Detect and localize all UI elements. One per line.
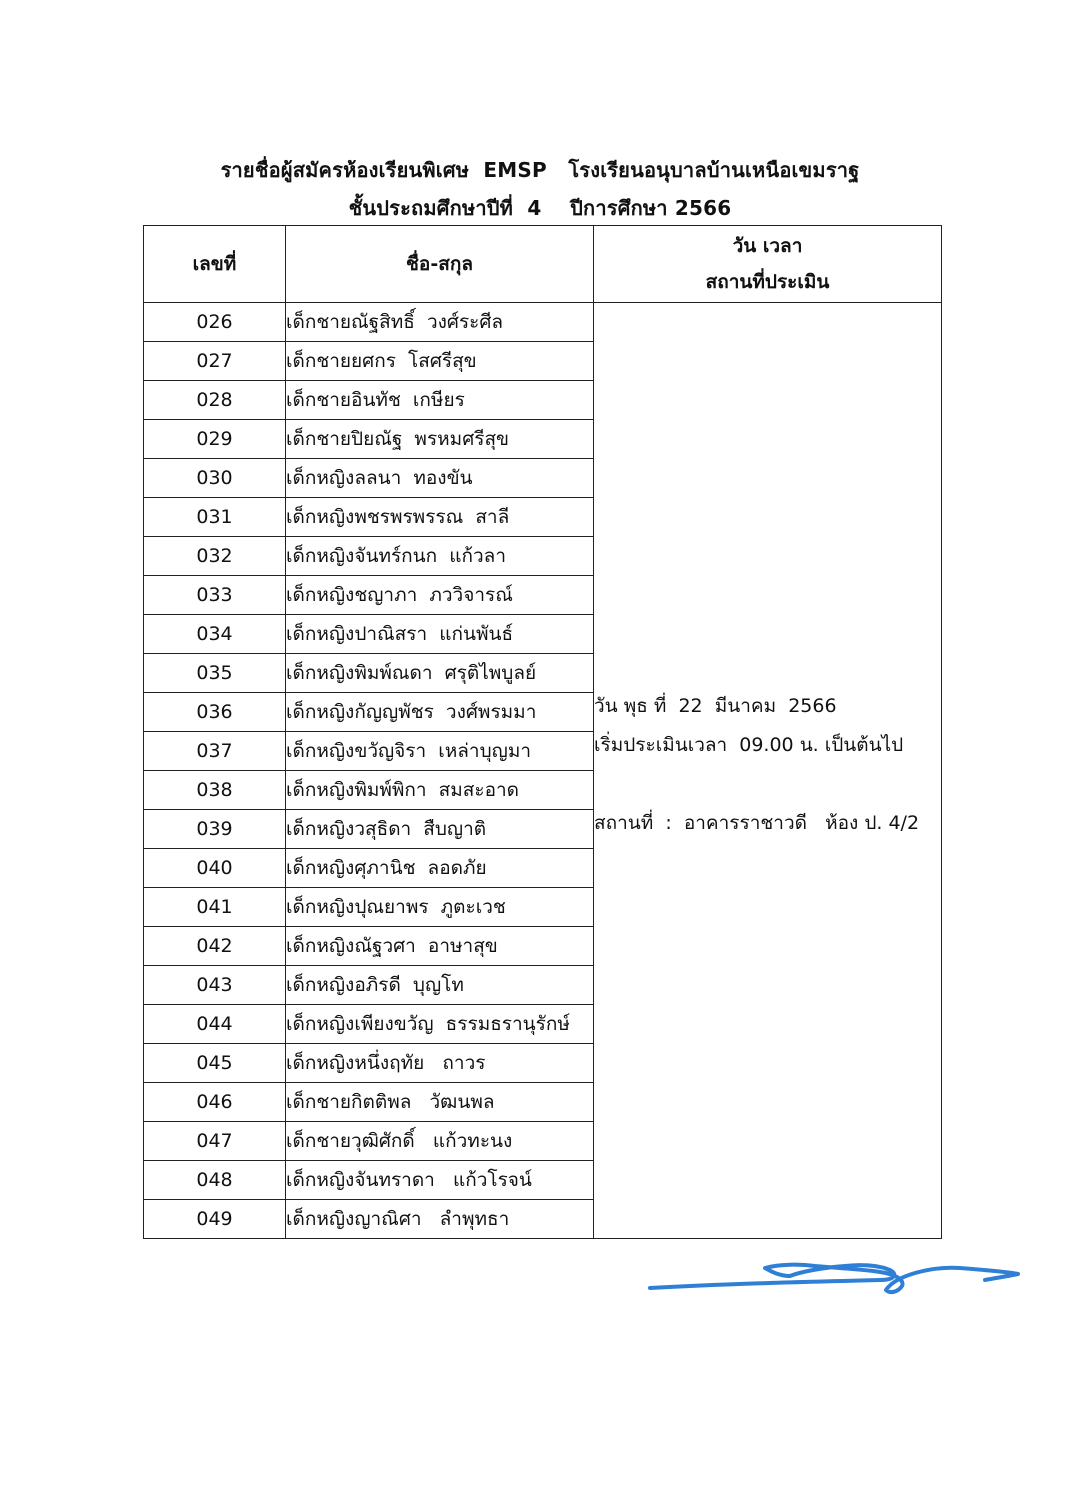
table-header-row bbox=[144, 226, 942, 303]
row-number: 048 bbox=[144, 1161, 286, 1200]
header-schedule-line2: สถานที่ประเมิน bbox=[705, 271, 830, 293]
table-body bbox=[144, 303, 942, 1239]
row-number: 032 bbox=[144, 537, 286, 576]
row-fullname: เด็กหญิงอภิรดี บุญโท bbox=[286, 966, 594, 1005]
row-number: 039 bbox=[144, 810, 286, 849]
document-title: รายชื่อผู้สมัครห้องเรียนพิเศษ EMSP โรงเรียนอนุบาลบ้านเหนือเขมราฐ bbox=[220, 158, 860, 182]
row-fullname: เด็กหญิงวสุธิดา สืบญาติ bbox=[286, 810, 594, 849]
row-number: 041 bbox=[144, 888, 286, 927]
row-fullname: เด็กชายอินทัช เกษียร bbox=[286, 381, 594, 420]
row-number: 030 bbox=[144, 459, 286, 498]
signature-stroke bbox=[650, 1265, 1018, 1292]
row-number: 038 bbox=[144, 771, 286, 810]
row-number: 035 bbox=[144, 654, 286, 693]
header-name: ชื่อ-สกุล bbox=[286, 226, 594, 303]
row-number: 049 bbox=[144, 1200, 286, 1239]
schedule-time: เริ่มประเมินเวลา 09.00 น. เป็นต้นไป bbox=[594, 733, 904, 756]
header-number: เลขที่ bbox=[144, 226, 286, 303]
row-fullname: เด็กชายวุฒิศักดิ์ แก้วทะนง bbox=[286, 1122, 594, 1161]
row-fullname: เด็กหญิงปุณยาพร ภูตะเวช bbox=[286, 888, 594, 927]
signature bbox=[640, 1250, 1030, 1300]
row-number: 028 bbox=[144, 381, 286, 420]
row-number: 046 bbox=[144, 1083, 286, 1122]
schedule-spacer bbox=[594, 771, 941, 810]
schedule-place: สถานที่ : อาคารราชาวดี ห้อง ป. 4/2 bbox=[594, 811, 920, 834]
row-fullname: เด็กหญิงพชรพรพรรณ สาลี bbox=[286, 498, 594, 537]
row-fullname: เด็กหญิงขวัญจิรา เหล่าบุญมา bbox=[286, 732, 594, 771]
document-subtitle: ชั้นประถมศึกษาปีที่ 4 ปีการศึกษา 2566 bbox=[348, 196, 732, 220]
row-fullname: เด็กชายกิตติพล วัฒนพล bbox=[286, 1083, 594, 1122]
row-fullname: เด็กหญิงญาณิศา ลำพุทธา bbox=[286, 1200, 594, 1239]
row-number: 033 bbox=[144, 576, 286, 615]
table-row bbox=[144, 303, 942, 342]
row-number: 029 bbox=[144, 420, 286, 459]
row-fullname: เด็กหญิงปาณิสรา แก่นพันธ์ bbox=[286, 615, 594, 654]
row-number: 040 bbox=[144, 849, 286, 888]
row-number: 034 bbox=[144, 615, 286, 654]
row-number: 044 bbox=[144, 1005, 286, 1044]
row-number: 036 bbox=[144, 693, 286, 732]
row-number: 043 bbox=[144, 966, 286, 1005]
row-fullname: เด็กหญิงหนึ่งฤทัย ถาวร bbox=[286, 1044, 594, 1083]
row-fullname: เด็กหญิงพิมพ์ณดา ศรุติไพบูลย์ bbox=[286, 654, 594, 693]
row-fullname: เด็กหญิงพิมพ์พิกา สมสะอาด bbox=[286, 771, 594, 810]
row-fullname: เด็กหญิงลลนา ทองขัน bbox=[286, 459, 594, 498]
row-number: 045 bbox=[144, 1044, 286, 1083]
row-number: 047 bbox=[144, 1122, 286, 1161]
row-fullname: เด็กชายปิยณัฐ พรหมศรีสุข bbox=[286, 420, 594, 459]
row-fullname: เด็กหญิงณัฐวศา อาษาสุข bbox=[286, 927, 594, 966]
row-fullname: เด็กชายณัฐสิทธิ์ วงศ์ระศีล bbox=[286, 303, 594, 342]
row-fullname: เด็กหญิงจันทร์กนก แก้วลา bbox=[286, 537, 594, 576]
row-fullname: เด็กหญิงเพียงขวัญ ธรรมธรานุรักษ์ bbox=[286, 1005, 594, 1044]
row-number: 042 bbox=[144, 927, 286, 966]
schedule-date: วัน พุธ ที่ 22 มีนาคม 2566 bbox=[594, 694, 837, 717]
applicant-table bbox=[143, 225, 942, 1239]
schedule-cell bbox=[594, 303, 942, 1239]
row-fullname: เด็กหญิงศุภานิช ลอดภัย bbox=[286, 849, 594, 888]
row-fullname: เด็กหญิงชญาภา ภววิจารณ์ bbox=[286, 576, 594, 615]
header-schedule bbox=[594, 226, 942, 303]
row-number: 027 bbox=[144, 342, 286, 381]
row-fullname: เด็กชายยศกร โสศรีสุข bbox=[286, 342, 594, 381]
header-schedule-line1: วัน เวลา bbox=[732, 235, 803, 257]
row-number: 037 bbox=[144, 732, 286, 771]
row-number: 026 bbox=[144, 303, 286, 342]
row-fullname: เด็กหญิงกัญญพัชร วงศ์พรมมา bbox=[286, 693, 594, 732]
row-fullname: เด็กหญิงจันทราดา แก้วโรจน์ bbox=[286, 1161, 594, 1200]
row-number: 031 bbox=[144, 498, 286, 537]
